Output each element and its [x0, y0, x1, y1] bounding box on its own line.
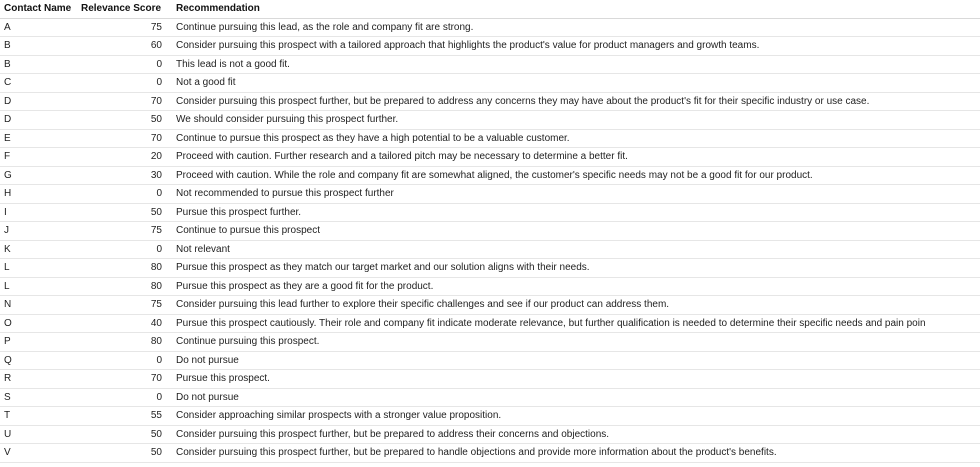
- relevance-score-cell: 30: [77, 166, 170, 185]
- recommendation-cell: Consider pursuing this lead further to explore their specific challenges and see if our product can address them.: [170, 296, 980, 315]
- recommendation-cell: Not a good fit: [170, 74, 980, 93]
- table-row[interactable]: [0, 333, 980, 352]
- table-row[interactable]: [0, 296, 980, 315]
- contact-name-cell: A: [0, 18, 77, 37]
- contact-name-cell: H: [0, 185, 77, 204]
- contact-name-cell: Q: [0, 351, 77, 370]
- contact-name-cell: L: [0, 277, 77, 296]
- table-body: [0, 18, 980, 462]
- contact-name-cell: J: [0, 222, 77, 241]
- recommendation-cell: This lead is not a good fit.: [170, 55, 980, 74]
- table-row[interactable]: [0, 185, 980, 204]
- contact-name-cell: B: [0, 55, 77, 74]
- relevance-score-cell: 40: [77, 314, 170, 333]
- header-row: [0, 0, 980, 18]
- recommendation-cell: Continue pursuing this lead, as the role and company fit are strong.: [170, 18, 980, 37]
- relevance-score-cell: 70: [77, 129, 170, 148]
- contact-name-cell: R: [0, 370, 77, 389]
- column-header-contact-name[interactable]: Contact Name: [0, 0, 77, 18]
- table-row[interactable]: [0, 314, 980, 333]
- table-row[interactable]: [0, 74, 980, 93]
- relevance-score-cell: 50: [77, 425, 170, 444]
- table-row[interactable]: [0, 240, 980, 259]
- relevance-score-cell: 75: [77, 222, 170, 241]
- table-row[interactable]: [0, 129, 980, 148]
- relevance-score-cell: 20: [77, 148, 170, 167]
- table-row[interactable]: [0, 351, 980, 370]
- relevance-score-cell: 55: [77, 407, 170, 426]
- contact-name-cell: E: [0, 129, 77, 148]
- recommendation-cell: Proceed with caution. Further research and a tailored pitch may be necessary to determine a better fit.: [170, 148, 980, 167]
- contact-name-cell: P: [0, 333, 77, 352]
- recommendation-cell: Pursue this prospect as they match our target market and our solution aligns with their needs.: [170, 259, 980, 278]
- table-row[interactable]: [0, 222, 980, 241]
- recommendation-cell: Pursue this prospect cautiously. Their role and company fit indicate moderate relevance, but further qualification is needed to determine their specific needs and pain poin: [170, 314, 980, 333]
- recommendation-cell: Consider pursuing this prospect further, but be prepared to address any concerns they may have about the product's fit for their specific industry or use case.: [170, 92, 980, 111]
- recommendation-cell: Consider pursuing this prospect with a tailored approach that highlights the product's value for product managers and growth teams.: [170, 37, 980, 56]
- contact-name-cell: K: [0, 240, 77, 259]
- recommendation-cell: Consider approaching similar prospects with a stronger value proposition.: [170, 407, 980, 426]
- recommendation-cell: Consider pursuing this prospect further, but be prepared to address their concerns and objections.: [170, 425, 980, 444]
- recommendation-cell: Pursue this prospect.: [170, 370, 980, 389]
- contact-name-cell: V: [0, 444, 77, 463]
- column-header-recommendation[interactable]: Recommendation: [170, 0, 980, 18]
- contact-name-cell: D: [0, 111, 77, 130]
- relevance-score-cell: 0: [77, 55, 170, 74]
- relevance-score-cell: 50: [77, 203, 170, 222]
- recommendation-cell: Not relevant: [170, 240, 980, 259]
- recommendation-cell: Not recommended to pursue this prospect further: [170, 185, 980, 204]
- relevance-score-cell: 80: [77, 277, 170, 296]
- relevance-score-cell: 75: [77, 18, 170, 37]
- table-row[interactable]: [0, 425, 980, 444]
- table-row[interactable]: [0, 203, 980, 222]
- contact-name-cell: S: [0, 388, 77, 407]
- relevance-score-cell: 0: [77, 388, 170, 407]
- relevance-score-cell: 60: [77, 37, 170, 56]
- contact-name-cell: G: [0, 166, 77, 185]
- relevance-score-cell: 70: [77, 370, 170, 389]
- table-row[interactable]: [0, 55, 980, 74]
- recommendation-cell: Pursue this prospect as they are a good fit for the product.: [170, 277, 980, 296]
- relevance-score-cell: 50: [77, 444, 170, 463]
- contact-name-cell: D: [0, 92, 77, 111]
- table-row[interactable]: [0, 407, 980, 426]
- contact-name-cell: B: [0, 37, 77, 56]
- relevance-score-cell: 50: [77, 111, 170, 130]
- table-row[interactable]: [0, 444, 980, 463]
- contact-name-cell: L: [0, 259, 77, 278]
- table-row[interactable]: [0, 277, 980, 296]
- recommendation-cell: Continue to pursue this prospect as they have a high potential to be a valuable customer.: [170, 129, 980, 148]
- table-row[interactable]: [0, 388, 980, 407]
- relevance-score-cell: 70: [77, 92, 170, 111]
- relevance-score-cell: 80: [77, 259, 170, 278]
- table-row[interactable]: [0, 111, 980, 130]
- contact-name-cell: T: [0, 407, 77, 426]
- contact-name-cell: U: [0, 425, 77, 444]
- contact-name-cell: C: [0, 74, 77, 93]
- relevance-score-cell: 0: [77, 185, 170, 204]
- relevance-score-cell: 0: [77, 74, 170, 93]
- relevance-score-cell: 75: [77, 296, 170, 315]
- relevance-score-cell: 0: [77, 240, 170, 259]
- recommendation-cell: Consider pursuing this prospect further, but be prepared to handle objections and provide more information about the product's benefits.: [170, 444, 980, 463]
- contact-name-cell: N: [0, 296, 77, 315]
- table-row[interactable]: [0, 370, 980, 389]
- table-row[interactable]: [0, 259, 980, 278]
- recommendation-cell: Continue to pursue this prospect: [170, 222, 980, 241]
- table-row[interactable]: [0, 18, 980, 37]
- table-row[interactable]: [0, 166, 980, 185]
- recommendation-cell: We should consider pursuing this prospect further.: [170, 111, 980, 130]
- recommendation-cell: Proceed with caution. While the role and company fit are somewhat aligned, the customer's specific needs may not be a good fit for our product.: [170, 166, 980, 185]
- table-row[interactable]: [0, 148, 980, 167]
- table-header: [0, 0, 980, 18]
- recommendation-cell: Pursue this prospect further.: [170, 203, 980, 222]
- recommendation-cell: Do not pursue: [170, 351, 980, 370]
- recommendation-cell: Do not pursue: [170, 388, 980, 407]
- relevance-score-cell: 80: [77, 333, 170, 352]
- contact-name-cell: O: [0, 314, 77, 333]
- relevance-score-cell: 0: [77, 351, 170, 370]
- recommendation-cell: Continue pursuing this prospect.: [170, 333, 980, 352]
- table-row[interactable]: [0, 37, 980, 56]
- contact-name-cell: I: [0, 203, 77, 222]
- table-row[interactable]: [0, 92, 980, 111]
- contact-name-cell: F: [0, 148, 77, 167]
- column-header-relevance-score[interactable]: Relevance Score: [77, 0, 170, 18]
